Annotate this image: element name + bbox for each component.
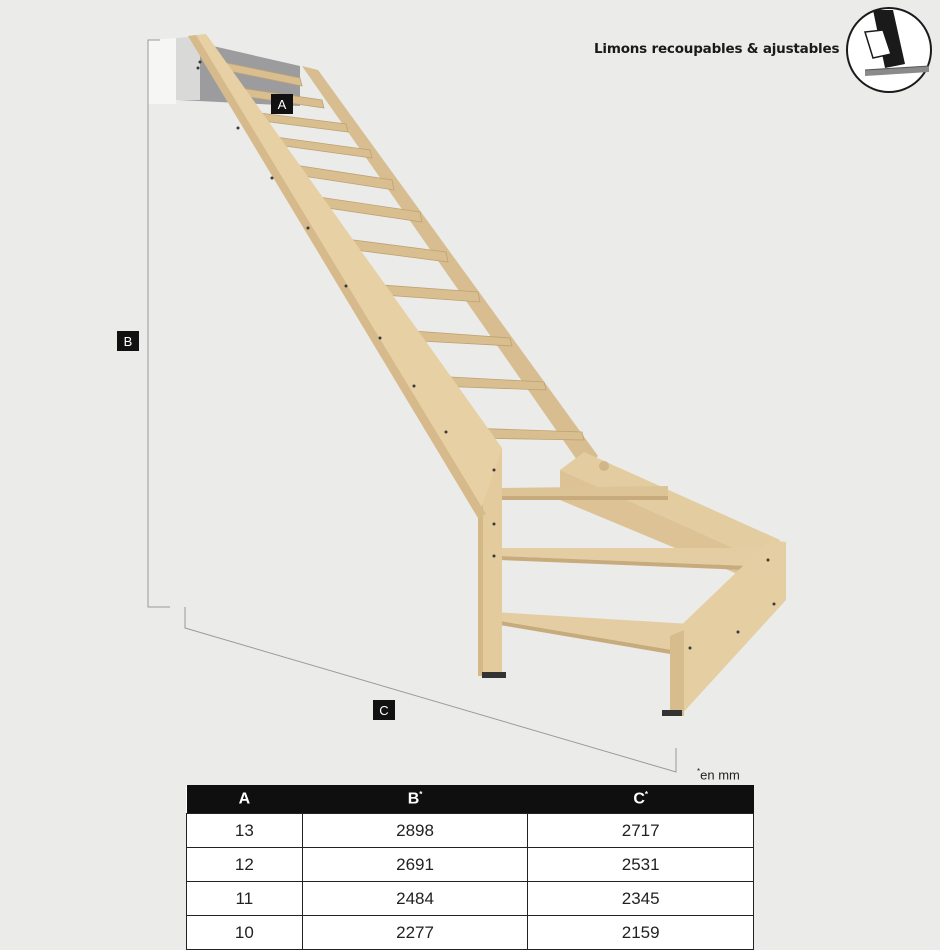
cell-b: 2484 <box>302 882 528 916</box>
dimension-line-b <box>148 40 170 607</box>
cell-b: 2691 <box>302 848 528 882</box>
tagline: Limons recoupables & ajustables <box>594 41 840 57</box>
table-row <box>187 882 754 916</box>
header-c: C* <box>528 785 754 814</box>
cell-c: 2159 <box>528 916 754 950</box>
cut-stringer-icon <box>845 6 933 94</box>
cell-c: 2717 <box>528 814 754 848</box>
header-b: B* <box>302 785 528 814</box>
cell-a: 13 <box>187 814 303 848</box>
label-b: B <box>117 331 139 351</box>
floor-slab <box>148 38 176 104</box>
cell-a: 10 <box>187 916 303 950</box>
dimensions-table <box>186 785 754 950</box>
cell-c: 2531 <box>528 848 754 882</box>
table-row <box>187 916 754 950</box>
cell-a: 12 <box>187 848 303 882</box>
unit-note-mark: * <box>697 767 701 776</box>
cell-a: 11 <box>187 882 303 916</box>
label-a: A <box>271 94 293 114</box>
cell-c: 2345 <box>528 882 754 916</box>
table-row <box>187 814 754 848</box>
cell-b: 2898 <box>302 814 528 848</box>
header-a: A <box>187 785 303 814</box>
label-c: C <box>373 700 395 720</box>
cell-b: 2277 <box>302 916 528 950</box>
table-header-row <box>187 785 754 814</box>
unit-note <box>697 767 740 782</box>
table-row <box>187 848 754 882</box>
unit-note-text: en mm <box>700 767 740 783</box>
